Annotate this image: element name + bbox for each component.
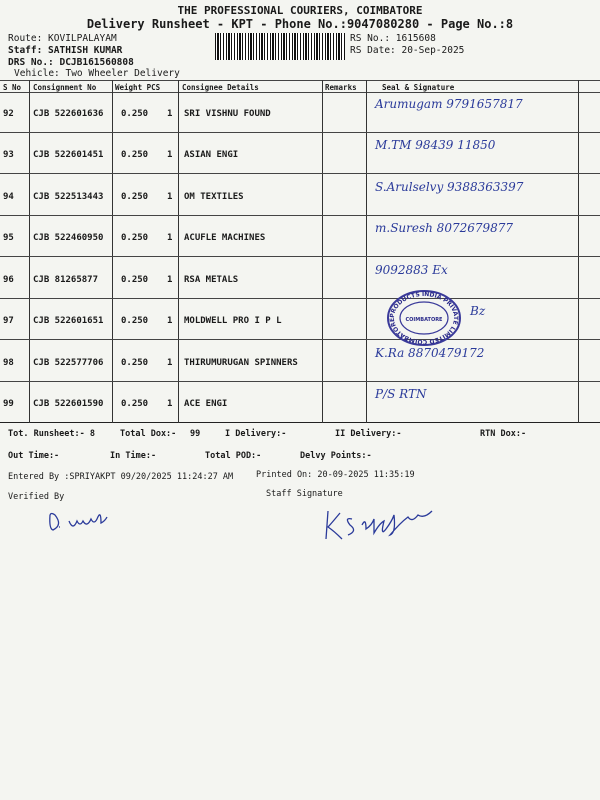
entered-by: Entered By :SPRIYAKPT 09/20/2025 11:24:27 AM: [8, 472, 234, 482]
i-delivery: I Delivery:-: [225, 429, 287, 439]
table-row: [0, 382, 600, 423]
row-signature: M.TM 98439 11850: [375, 138, 496, 152]
out-time: Out Time:-: [8, 451, 60, 461]
row-sno: 92: [3, 109, 14, 119]
rs-date: RS Date: 20-Sep-2025: [350, 45, 465, 56]
row-weight: 0.250: [121, 150, 149, 160]
verifier-signature: [45, 507, 155, 537]
table-row: [0, 258, 600, 299]
tot-runsheet: Tot. Runsheet:- 8: [8, 429, 95, 439]
row-consignment-no: CJB 522460950: [33, 233, 104, 243]
row-divider: [0, 339, 600, 340]
row-consignment-no: CJB 81265877: [33, 275, 99, 285]
total-pod: Total POD:-: [205, 451, 262, 461]
staff-sign-signature: [322, 505, 462, 545]
ii-delivery: II Delivery:-: [335, 429, 402, 439]
row-consignment-no: CJB 522601636: [33, 109, 104, 119]
row-weight: 0.250: [121, 399, 149, 409]
table-row: [0, 133, 600, 174]
row-pcs: 1: [167, 316, 173, 326]
col-header-seal: Seal & Signature: [382, 83, 455, 92]
row-signature: Bz: [470, 304, 486, 318]
row-sno: 95: [3, 233, 14, 243]
svg-text:COIMBATORE: COIMBATORE: [405, 317, 443, 323]
total-dox-label: Total Dox:-: [120, 429, 177, 439]
row-pcs: 1: [167, 150, 173, 160]
row-consignment-no: CJB 522513443: [33, 192, 104, 202]
row-pcs: 1: [167, 233, 173, 243]
col-header-consignment: Consignment No: [33, 83, 97, 92]
row-sno: 98: [3, 358, 14, 368]
row-signature: K.Ra 8870479172: [375, 346, 485, 360]
company-title: THE PROFESSIONAL COURIERS, COIMBATORE: [177, 4, 423, 17]
row-consignment-no: CJB 522601451: [33, 150, 104, 160]
runsheet-subtitle: Delivery Runsheet - KPT - Phone No.:9047080280 - Page No.:8: [86, 17, 514, 31]
row-consignee: RSA METALS: [184, 275, 239, 285]
table-row: [0, 216, 600, 257]
total-dox-value: 99: [190, 429, 201, 439]
row-pcs: 1: [167, 109, 173, 119]
row-pcs: 1: [167, 275, 173, 285]
row-consignee: SRI VISHNU FOUND: [184, 109, 271, 119]
row-consignee: ACE ENGI: [184, 399, 228, 409]
table-top-border: [0, 80, 600, 81]
row-sno: 99: [3, 399, 14, 409]
row-sno: 93: [3, 150, 14, 160]
row-weight: 0.250: [121, 192, 149, 202]
row-signature: 9092883 Ex: [375, 263, 448, 277]
printed-on: Printed On: 20-09-2025 11:35:19: [256, 470, 415, 480]
col-header-consignee: Consignee Details: [182, 83, 259, 92]
drs-number: DRS No.: DCJB161560808: [8, 57, 134, 68]
row-signature: Arumugam 9791657817: [375, 97, 523, 111]
row-signature: S.Arulselvy 9388363397: [375, 180, 524, 194]
table-row: [0, 341, 600, 382]
row-consignment-no: CJB 522601651: [33, 316, 104, 326]
row-pcs: 1: [167, 192, 173, 202]
col-header-sno: S No: [3, 83, 22, 92]
row-divider: [0, 256, 600, 257]
verified-by-label: Verified By: [8, 492, 65, 502]
rtn-dox: RTN Dox:-: [480, 429, 527, 439]
row-signature: P/S RTN: [375, 387, 427, 401]
row-weight: 0.250: [121, 316, 149, 326]
table-row: [0, 299, 600, 340]
table-row: [0, 175, 600, 216]
row-weight: 0.250: [121, 233, 149, 243]
staff-signature-label: Staff Signature: [266, 489, 343, 499]
in-time: In Time:-: [110, 451, 157, 461]
row-pcs: 1: [167, 399, 173, 409]
row-signature: m.Suresh 8072679877: [375, 221, 514, 235]
row-divider: [0, 173, 600, 174]
row-sno: 97: [3, 316, 14, 326]
col-header-weight-pcs: Weight PCS: [115, 83, 161, 92]
barcode-image: [215, 33, 345, 60]
row-sno: 96: [3, 275, 14, 285]
vehicle: Vehicle: Two Wheeler Delivery: [14, 68, 180, 79]
delvy-points: Delvy Points:-: [300, 451, 372, 461]
row-pcs: 1: [167, 358, 173, 368]
row-consignee: OM TEXTILES: [184, 192, 244, 202]
row-consignee: MOLDWELL PRO I P L: [184, 316, 282, 326]
row-weight: 0.250: [121, 358, 149, 368]
row-weight: 0.250: [121, 109, 149, 119]
row-sno: 94: [3, 192, 14, 202]
col-header-remarks: Remarks: [325, 83, 357, 92]
row-consignment-no: CJB 522577706: [33, 358, 104, 368]
route: Route: KOVILPALAYAM: [8, 33, 117, 44]
table-row: [0, 92, 600, 133]
row-consignment-no: CJB 522601590: [33, 399, 104, 409]
row-consignee: ACUFLE MACHINES: [184, 233, 266, 243]
rs-number: RS No.: 1615608: [350, 33, 436, 44]
seal-ring-text: PRODUCTS INDIA PRIVATE LIMITED COIMBATORE: [388, 290, 460, 346]
runsheet-table: [0, 80, 600, 423]
staff: Staff: SATHISH KUMAR: [8, 45, 123, 56]
row-consignee: ASIAN ENGI: [184, 150, 239, 160]
row-consignee: THIRUMURUGAN SPINNERS: [184, 358, 298, 368]
row-weight: 0.250: [121, 275, 149, 285]
company-seal-stamp: [384, 288, 464, 348]
